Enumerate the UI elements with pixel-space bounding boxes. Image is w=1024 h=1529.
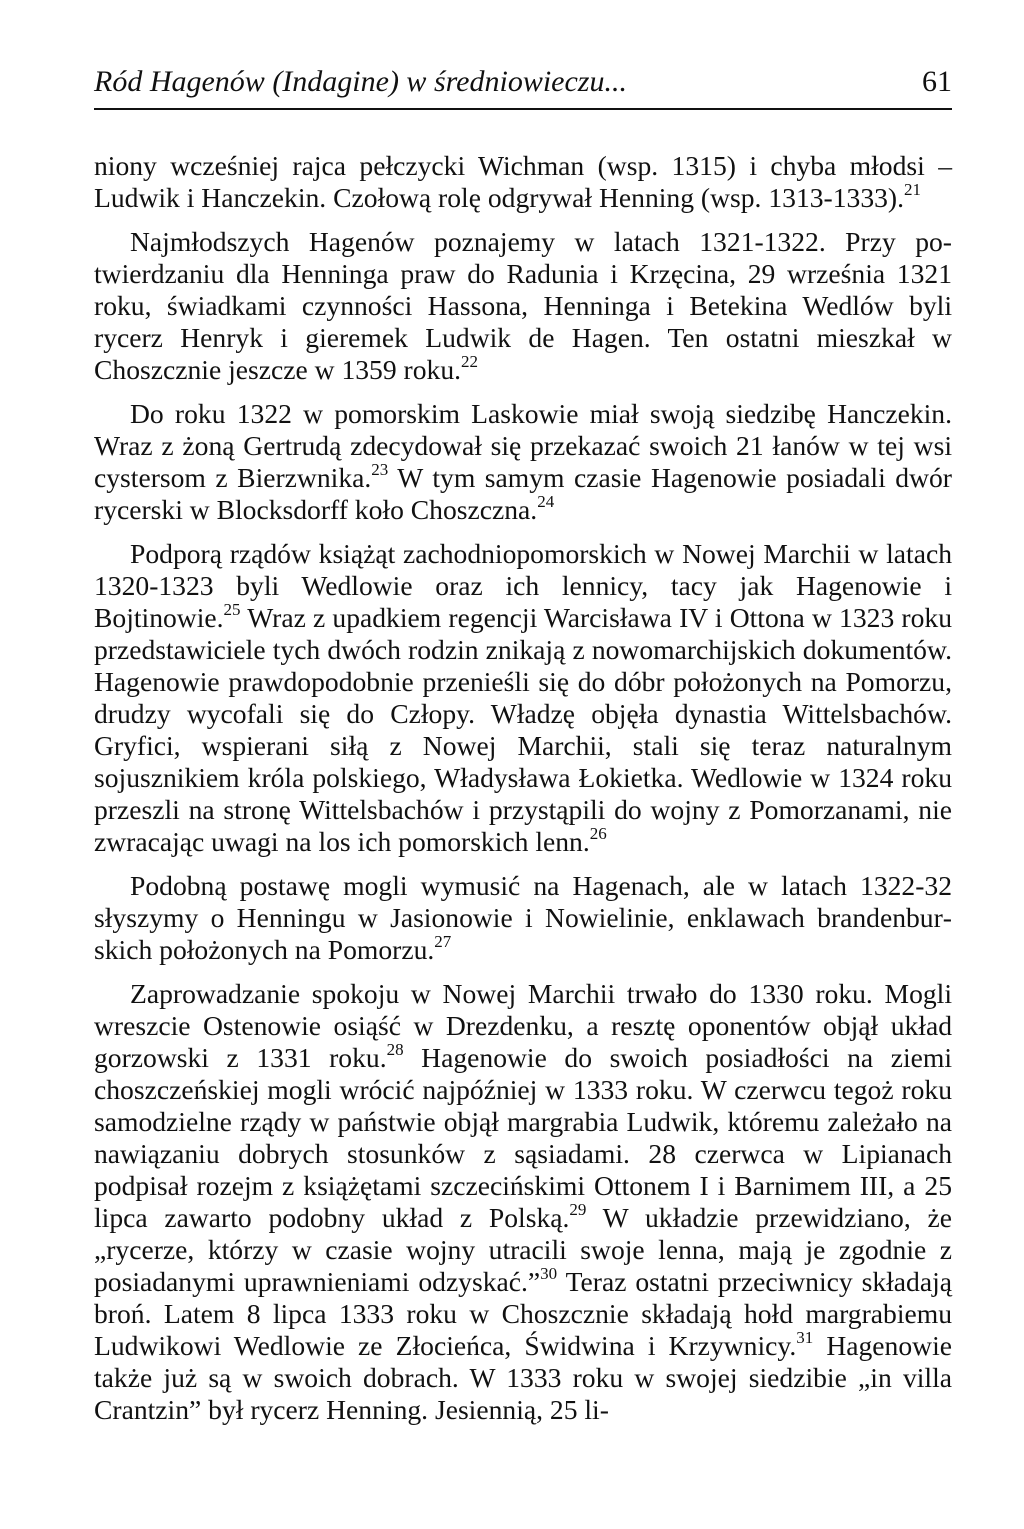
paragraph-4 <box>94 538 952 858</box>
text-run: Hagenowie także już są w swoich dobrach. W 1333 roku w swojej siedzibie „in villa Crantzin” był rycerz Henning. Jesiennią, 25 li- <box>94 1330 952 1425</box>
paragraph-3 <box>94 398 952 526</box>
footnote-ref: 26 <box>589 823 607 843</box>
text-run: Podporą rządów książąt zachodniopomorskich w Nowej Marchii w latach 1320-1323 byli Wedlowie oraz ich lennicy, tacy jak Hagenowie i Bojtinowie. <box>94 538 952 633</box>
text-run: W tym samym czasie Hagenowie posiadali dwór rycerski w Blocksdorff koło Choszczna. <box>94 462 952 525</box>
paragraph-5 <box>94 870 952 966</box>
paragraph-2 <box>94 226 952 386</box>
text-run: niony wcześniej rajca pełczycki Wichman (wsp. 1315) i chyba młodsi – Ludwik i Hanczekin. Czołową rolę odgrywał Henning (wsp. 1313-1333). <box>94 150 952 213</box>
paragraph-6 <box>94 978 952 1426</box>
text-run: Wraz z upadkiem regencji Warcisława IV i Ottona w 1323 roku przedstawiciele tych dwóch rodzin znikają z nowomarchijskich dokumentów. Hagenowie prawdopodobnie przenieśli się do dóbr położonych na Pomorzu, drudzy wycofali się do Człopy. Władzę objęła dynastia Wittelsbachów. Gryfici, wspierani siłą z Nowej Marchii, stali się teraz naturalnym sojusznikiem króla polskiego, Władysława Łokietka. Wedlowie w 1324 roku przeszli na stronę Wittelsbachów i przystąpili do wojny z Pomorzanami, nie zwracając uwagi na los ich pomorskich lenn. <box>94 602 952 857</box>
footnote-ref: 22 <box>461 351 479 371</box>
footnote-ref: 29 <box>569 1199 587 1219</box>
footnote-ref: 31 <box>796 1327 814 1347</box>
footnote-ref: 28 <box>386 1039 404 1059</box>
body-text <box>94 150 952 1426</box>
text-run: Do roku 1322 w pomorskim Laskowie miał swoją siedzibę Hanczekin. Wraz z żoną Gertrudą zdecydował się przekazać swoich 21 łanów w tej wsi cystersom z Bierzwnika. <box>94 398 952 493</box>
footnote-ref: 21 <box>904 179 922 199</box>
page-number: 61 <box>922 65 952 98</box>
text-run: Najmłodszych Hagenów poznajemy w latach 1321-1322. Przy potwierdzaniu dla Henninga praw do Radunia i Krzęcina, 29 września 1321 roku, świadkami czynności Hassona, Henninga i Betekina Wedlów byli rycerz Henryk i gieremek Ludwik de Hagen. Ten ostatni mieszkał w Choszcznie jeszcze w 1359 roku. <box>94 226 952 385</box>
footnote-ref: 25 <box>223 599 241 619</box>
running-head <box>94 62 952 110</box>
text-run: Hagenowie do swoich posiadłości na ziemi choszczeńskiej mogli wrócić najpóźniej w 1333 roku. W czerwcu tegoż roku samodzielne rządy w państwie objął margrabia Ludwik, któremu zależało na nawiązaniu dobrych stosunków z sąsiadami. 28 czerwca w Lipianach podpisał rozejm z książętami szczecińskimi Ottonem I i Barnimem III, a 25 lipca zawarto podobny układ z Polską. <box>94 1042 952 1233</box>
footnote-ref: 27 <box>434 931 452 951</box>
text-run: W układzie przewidziano, że „rycerze, którzy w czasie wojny utracili swoje lenna, mają je zgodnie z posiadanymi uprawnieniami odzyskać.” <box>94 1202 952 1297</box>
page <box>94 62 952 1426</box>
running-title: Ród Hagenów (Indagine) w średniowieczu... <box>94 65 627 98</box>
footnote-ref: 30 <box>540 1263 558 1283</box>
text-run: Podobną postawę mogli wymusić na Hagenach, ale w latach 1322-32 słyszymy o Henningu w Jasionowie i Nowielinie, enklawach brandenburskich położonych na Pomorzu. <box>94 870 952 965</box>
paragraph-1 <box>94 150 952 214</box>
footnote-ref: 23 <box>371 459 389 479</box>
footnote-ref: 24 <box>537 491 555 511</box>
text-run: Zaprowadzanie spokoju w Nowej Marchii trwało do 1330 roku. Mogli wreszcie Ostenowie osiąść w Drezdenku, a resztę oponentów objął układ gorzowski z 1331 roku. <box>94 978 952 1073</box>
text-run: Teraz ostatni przeciwnicy składają broń. Latem 8 lipca 1333 roku w Choszcznie składają hołd margrabiemu Ludwikowi Wedlowie ze Złocieńca, Świdwina i Krzywnicy. <box>94 1266 952 1361</box>
